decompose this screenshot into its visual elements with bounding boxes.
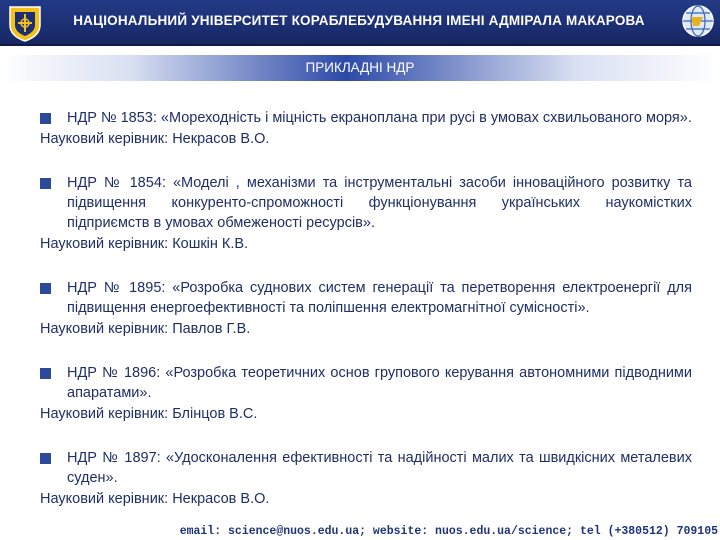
square-bullet-icon (40, 368, 51, 379)
university-crest-icon (4, 3, 46, 43)
subtitle-bar (0, 55, 720, 81)
project-item (40, 448, 692, 509)
square-bullet-icon (40, 178, 51, 189)
project-supervisor: Науковий керівник: Некрасов В.О. (40, 131, 270, 147)
project-item (40, 278, 692, 339)
header-title: НАЦІОНАЛЬНИЙ УНІВЕРСИТЕТ КОРАБЛЕБУДУВАННЯ ІМЕНІ АДМІРАЛА МАКАРОВА (73, 13, 645, 28)
project-item (40, 173, 692, 254)
footer-contact: email: science@nuos.edu.ua; website: nuos.edu.ua/science; tel (+380512) 709105 (179, 525, 718, 538)
header-bar (0, 0, 720, 46)
project-item (40, 363, 692, 424)
project-description: НДР № 1853: «Мореходність і міцність екраноплана при русі в умовах схвильованого моря». (67, 110, 692, 126)
project-supervisor: Науковий керівник: Некрасов В.О. (40, 491, 270, 507)
globe-logo-icon (681, 4, 715, 38)
page-title: ПРИКЛАДНІ НДР (305, 60, 415, 75)
square-bullet-icon (40, 113, 51, 124)
projects-list (40, 108, 692, 533)
project-description: НДР № 1896: «Розробка теоретичних основ групового керування автономними підводними апаратами». (67, 365, 692, 401)
project-supervisor: Науковий керівник: Павлов Г.В. (40, 321, 251, 337)
project-supervisor: Науковий керівник: Кошкін К.В. (40, 236, 249, 252)
project-supervisor: Науковий керівник: Блінцов В.С. (40, 406, 258, 422)
project-description: НДР № 1895: «Розробка суднових систем генерації та перетворення електроенергії для підвищення енергоефективності та поліпшення електромагнітної сумісності». (67, 280, 692, 316)
project-description: НДР № 1854: «Моделі , механізми та інструментальні засоби інноваційного розвитку та підвищення конкуренто-спроможності функціонування українських наукомістких підприємств в умовах обмеженості ресурсів». (67, 175, 692, 231)
square-bullet-icon (40, 283, 51, 294)
footer (0, 522, 720, 540)
project-description: НДР № 1897: «Удосконалення ефективності та надійності малих та швидкісних металевих суден». (67, 450, 692, 486)
square-bullet-icon (40, 453, 51, 464)
project-item (40, 108, 692, 149)
